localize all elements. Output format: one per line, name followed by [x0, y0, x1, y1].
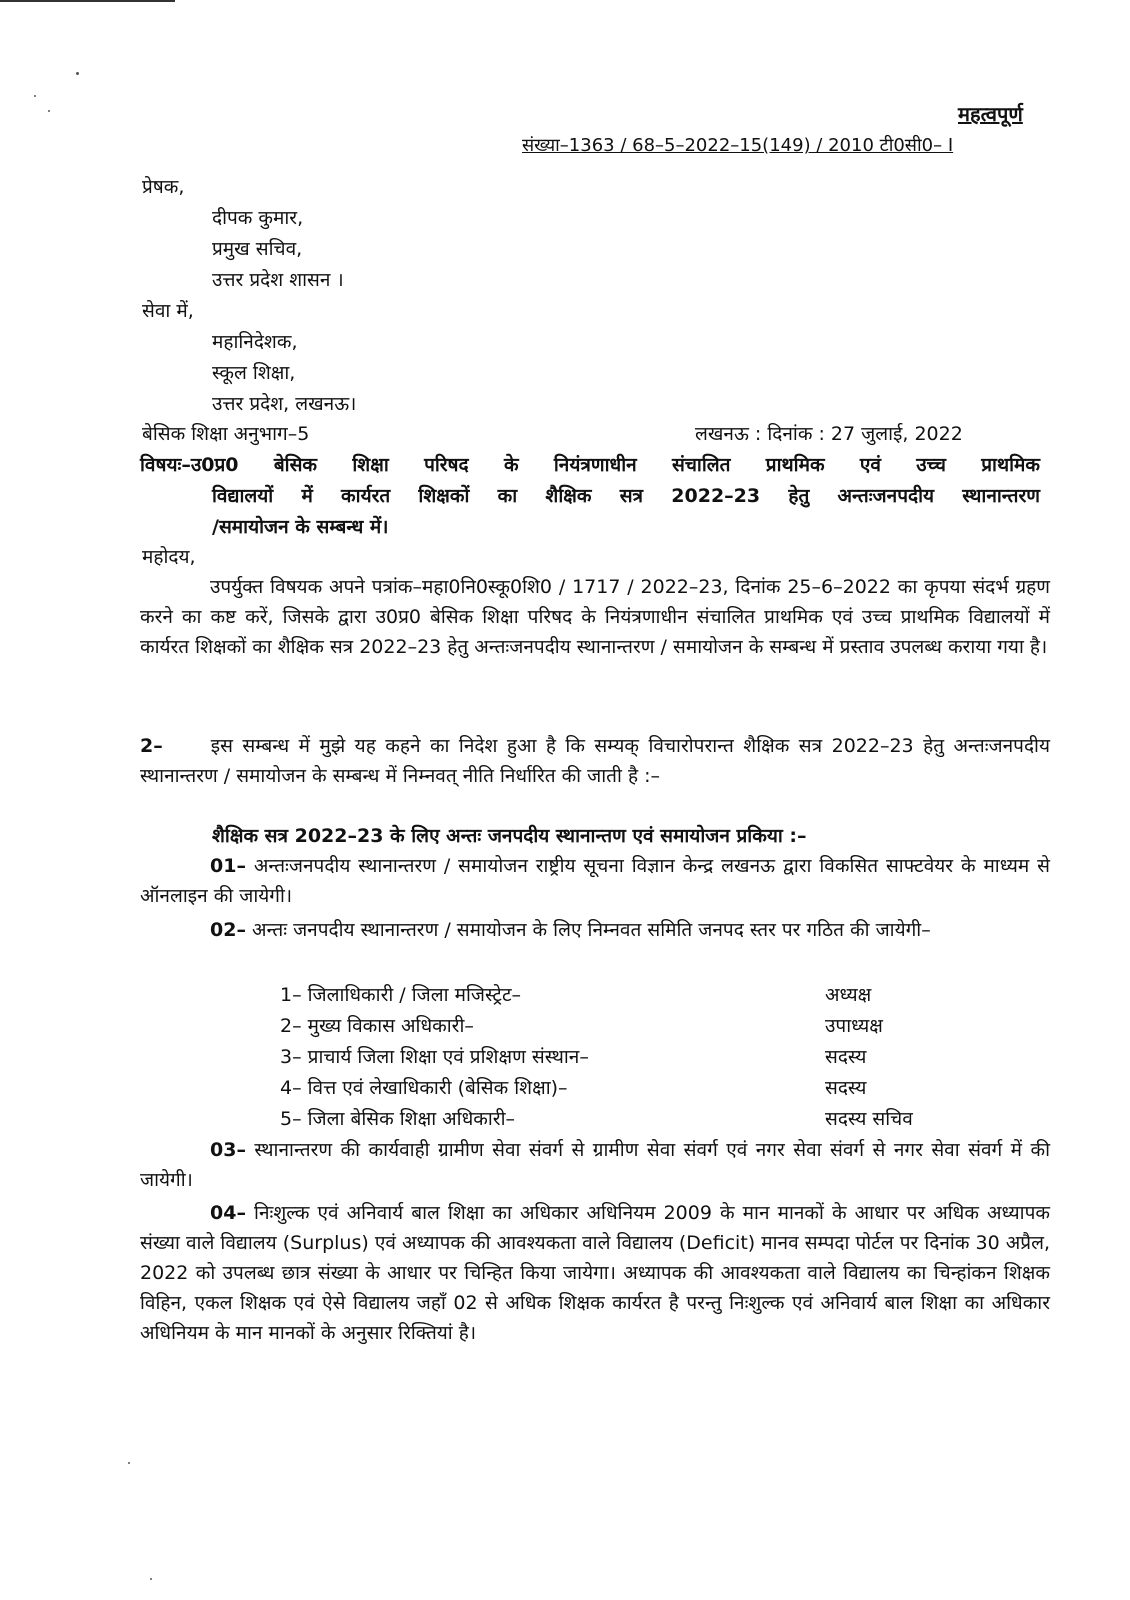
- point-04: [140, 1198, 1050, 1348]
- sender-name: दीपक कुमार,: [212, 207, 304, 229]
- recipient-designation: महानिदेशक,: [212, 331, 298, 353]
- committee-role: 5– जिला बेसिक शिक्षा अधिकारी–: [280, 1108, 515, 1130]
- point-01: [140, 851, 1050, 911]
- point-02-number: 02–: [210, 919, 246, 941]
- paragraph-2-text: इस सम्बन्ध में मुझे यह कहने का निदेश हुआ है कि सम्यक् विचारोपरान्त शैक्षिक सत्र 2022–23 हेतु अन्तःजनपदीय स्थानान्तरण / समायोजन के सम्बन्ध में निम्नवत् नीति निर्धारित की जाती है :–: [140, 735, 1050, 787]
- paragraph-1-text: उपर्युक्त विषयक अपने पत्रांक–महा0नि0स्कू0शि0 / 1717 / 2022–23, दिनांक 25–6–2022 का कृपया संदर्भ ग्रहण करने का कष्ट करें, जिसके द्वारा उ0प्र0 बेसिक शिक्षा परिषद के नियंत्रणाधीन संचालित प्राथमिक एवं उच्च प्राथमिक विद्यालयों में कार्यरत शिक्षकों का शैक्षिक सत्र 2022–23 हेतु अन्तःजनपदीय स्थानान्तरण / समायोजन के सम्बन्ध में प्रस्ताव उपलब्ध कराया गया है।: [140, 576, 1050, 658]
- committee-position: उपाध्यक्ष: [825, 1015, 883, 1037]
- point-02-text: अन्तः जनपदीय स्थानान्तरण / समायोजन के लिए निम्नवत समिति जनपद स्तर पर गठित की जायेगी–: [252, 919, 931, 941]
- point-04-number: 04–: [210, 1202, 246, 1224]
- committee-position: सदस्य: [825, 1077, 867, 1099]
- point-03: [140, 1135, 1050, 1195]
- sender-designation: प्रमुख सचिव,: [212, 238, 303, 260]
- paragraph-1: [140, 572, 1050, 662]
- recipient-department: स्कूल शिक्षा,: [212, 362, 296, 384]
- process-heading: शैक्षिक सत्र 2022–23 के लिए अन्तः जनपदीय स्थानान्तण एवं समायोजन प्रकिया :–: [212, 825, 807, 847]
- recipient-address: उत्तर प्रदेश, लखनऊ।: [212, 393, 357, 415]
- salutation: महोदय,: [142, 546, 196, 568]
- scan-speck: [150, 1578, 152, 1580]
- committee-position: अध्यक्ष: [825, 984, 872, 1006]
- top-scan-line: [0, 0, 175, 2]
- committee-position: सदस्य सचिव: [825, 1108, 913, 1130]
- point-01-text: अन्तःजनपदीय स्थानान्तरण / समायोजन राष्ट्रीय सूचना विज्ञान केन्द्र लखनऊ द्वारा विकसित साफ्टवेयर के माध्यम से ऑनलाइन की जायेगी।: [140, 855, 1050, 907]
- paragraph-2-number: 2–: [140, 735, 163, 757]
- point-03-number: 03–: [210, 1139, 246, 1161]
- recipient-label: सेवा में,: [142, 300, 194, 322]
- scan-speck: [76, 72, 79, 75]
- committee-role: 1– जिलाधिकारी / जिला मजिस्ट्रेट–: [280, 984, 522, 1006]
- point-01-number: 01–: [210, 855, 246, 877]
- scan-speck: [48, 110, 50, 112]
- reference-number: संख्या–1363 / 68–5–2022–15(149) / 2010 टी0सी0– I: [522, 135, 954, 156]
- committee-role: 3– प्राचार्य जिला शिक्षा एवं प्रशिक्षण संस्थान–: [280, 1046, 589, 1068]
- point-02: [140, 915, 1050, 945]
- paragraph-2: [140, 731, 1050, 791]
- sender-office: उत्तर प्रदेश शासन ।: [212, 269, 344, 291]
- subject-line-1: विषयः–उ0प्र0 बेसिक शिक्षा परिषद के नियंत्रणाधीन संचालित प्राथमिक एवं उच्च प्राथमिक: [140, 454, 1040, 476]
- important-label: महत्वपूर्ण: [958, 102, 1023, 126]
- subject-line-3: /समायोजन के सम्बन्ध में।: [212, 516, 389, 538]
- committee-role: 4– वित्त एवं लेखाधिकारी (बेसिक शिक्षा)–: [280, 1077, 568, 1099]
- committee-role: 2– मुख्य विकास अधिकारी–: [280, 1015, 474, 1037]
- point-03-text: स्थानान्तरण की कार्यवाही ग्रामीण सेवा संवर्ग से ग्रामीण सेवा संवर्ग एवं नगर सेवा संवर्ग से नगर सेवा संवर्ग में की जायेगी।: [140, 1139, 1050, 1191]
- letter-date: लखनऊ : दिनांक : 27 जुलाई, 2022: [695, 423, 963, 445]
- scan-speck: [128, 1462, 130, 1464]
- scan-speck: [34, 95, 36, 97]
- point-04-text: निःशुल्क एवं अनिवार्य बाल शिक्षा का अधिकार अधिनियम 2009 के मान मानकों के आधार पर अधिक अध्यापक संख्या वाले विद्यालय (Surplus) एवं अध्यापक की आवश्यकता वाले विद्यालय (Deficit) मानव सम्पदा पोर्टल पर दिनांक 30 अप्रैल, 2022 को उपलब्ध छात्र संख्या के आधार पर चिन्हित किया जायेगा। अध्यापक की आवश्यकता वाले विद्यालय का चिन्हांकन शिक्षक विहिन, एकल शिक्षक एवं ऐसे विद्यालय जहाँ 02 से अधिक शिक्षक कार्यरत है परन्तु निःशुल्क एवं अनिवार्य बाल शिक्षा का अधिकार अधिनियम के मान मानकों के अनुसार रिक्तियां है।: [140, 1202, 1050, 1344]
- subject-line-2: विद्यालयों में कार्यरत शिक्षकों का शैक्षिक सत्र 2022–23 हेतु अन्तःजनपदीय स्थानान्तरण: [212, 485, 1040, 507]
- sender-label: प्रेषक,: [142, 176, 185, 198]
- section-name: बेसिक शिक्षा अनुभाग–5: [142, 423, 310, 445]
- committee-position: सदस्य: [825, 1046, 867, 1068]
